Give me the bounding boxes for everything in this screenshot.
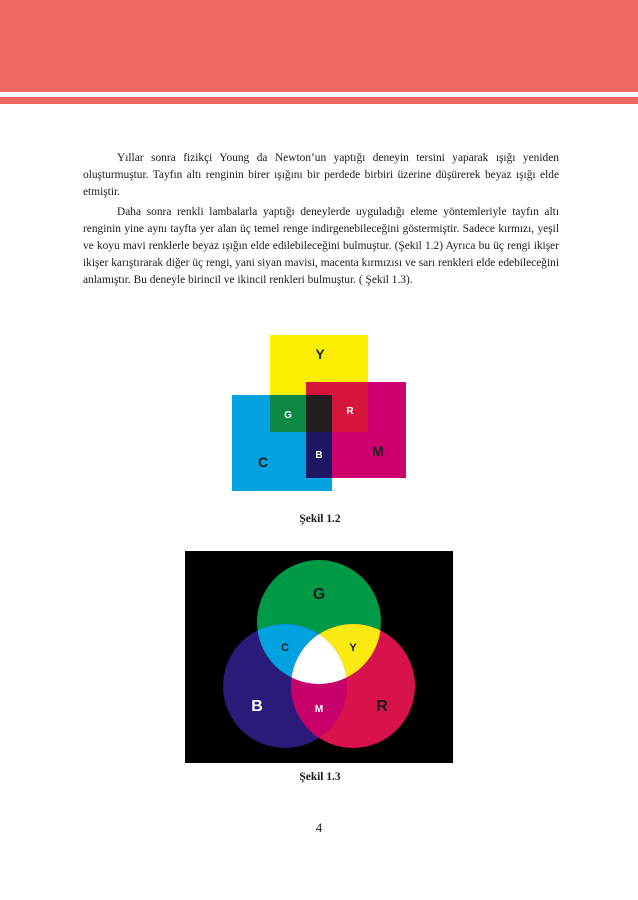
label-y: Y bbox=[349, 642, 357, 654]
page-number: 4 bbox=[315, 820, 323, 835]
caption-figure-1-3: Şekil 1.3 bbox=[299, 771, 341, 783]
paragraph-1-text: Yıllar sonra fizikçi Young da Newton’un yaptığı deneyin tersini yaparak ışığı yeniden oluşturmuştur. Tayfın altı renginin birer ışığını bir perdede birbiri üzerine düşürerek beyaz ışığı elde etmiştir. bbox=[83, 152, 559, 198]
figure-additive-circles bbox=[185, 551, 453, 763]
label-r: R bbox=[376, 698, 388, 715]
paragraph-2-text: Daha sonra renkli lambalarla yaptığı deneylerde uyguladığı eleme yöntemleriyle tayfın altı renginin yine aynı tayfta yer alan üç temel renge indirgenebileceğini göstermiştir. Sadece kırmızı, yeşil ve koyu mavi renklerle beyaz ışığın elde edilebileceğini bulmuştur. (Şekil 1.2) Ayrıca bu üç rengi ikişer ikişer karıştırarak diğer üç rengi, yani siyan mavisi, macenta kırmızısı ve sarı renkleri elde edebileceğini anlamıştır. Bu deneyle birincil ve ikincil renkleri bulmuştur. ( Şekil 1.3). bbox=[83, 206, 559, 286]
label-r: R bbox=[346, 406, 354, 417]
header-band bbox=[0, 0, 638, 92]
label-m: M bbox=[372, 443, 384, 459]
black-overlap bbox=[306, 395, 332, 432]
label-b: B bbox=[315, 450, 323, 461]
label-c: C bbox=[281, 642, 289, 654]
label-m: M bbox=[314, 704, 324, 715]
label-y: Y bbox=[315, 346, 325, 362]
label-g: G bbox=[312, 586, 326, 603]
caption-figure-1-2: Şekil 1.2 bbox=[299, 513, 341, 525]
label-b: B bbox=[251, 698, 263, 715]
paragraph-1 bbox=[83, 150, 559, 201]
header-stripe bbox=[0, 97, 638, 104]
paragraph-2 bbox=[83, 204, 559, 289]
label-g: G bbox=[284, 410, 292, 421]
figure-subtractive-squares bbox=[190, 335, 410, 505]
label-c: C bbox=[257, 454, 269, 470]
